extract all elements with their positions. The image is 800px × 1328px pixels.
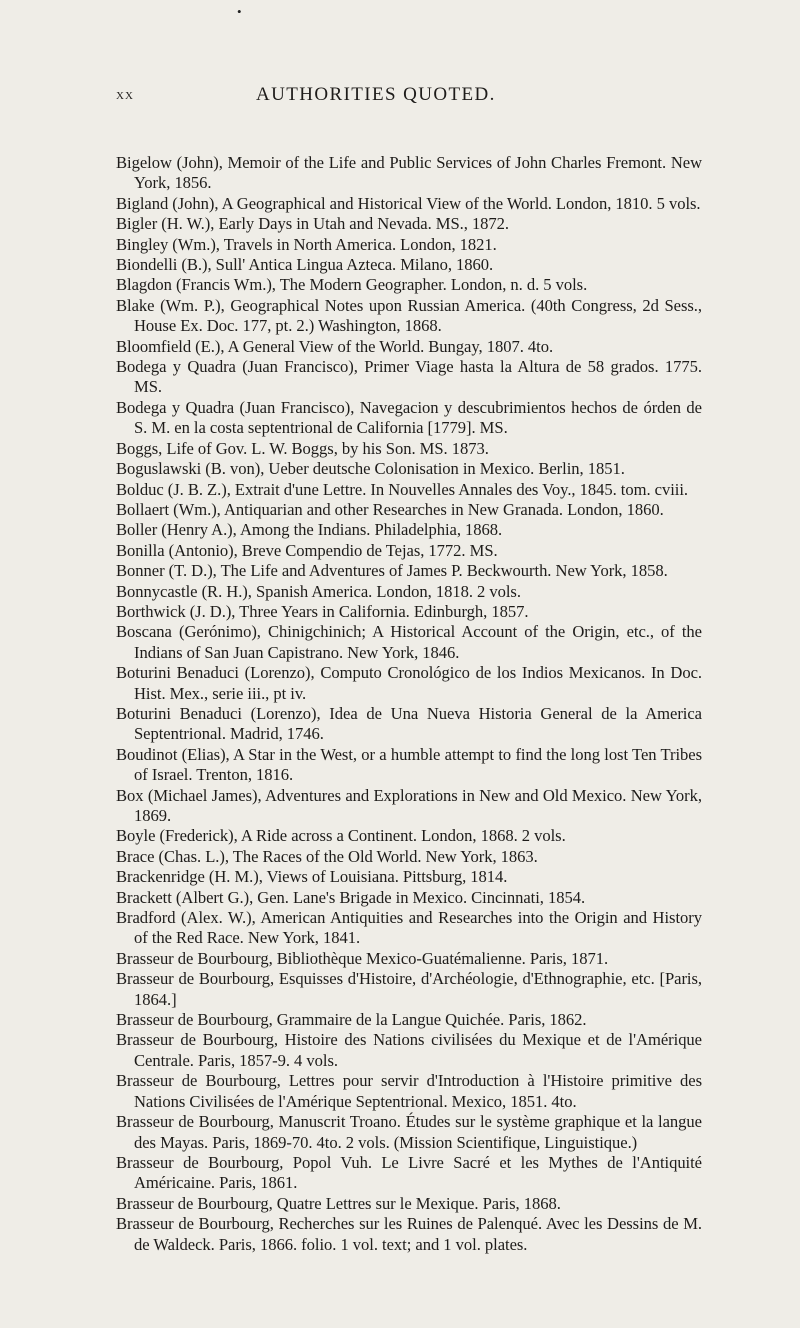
bibliography-entry: Brasseur de Bourbourg, Manuscrit Troano. Études sur le système graphique et la langue des Mayas. Paris, 1869-70. 4to. 2 vols. (Mission Scientifique, Linguistique.)	[116, 1112, 702, 1152]
bibliography-entry: Boller (Henry A.), Among the Indians. Philadelphia, 1868.	[116, 520, 503, 540]
bibliography-list	[116, 153, 702, 1255]
bibliography-entry: Bonilla (Antonio), Breve Compendio de Tejas, 1772. MS.	[116, 540, 498, 560]
bibliography-entry: Brace (Chas. L.), The Races of the Old World. New York, 1863.	[116, 846, 538, 866]
bibliography-entry: Boggs, Life of Gov. L. W. Boggs, by his Son. MS. 1873.	[116, 438, 489, 458]
bibliography-entry: Brasseur de Bourbourg, Popol Vuh. Le Livre Sacré et les Mythes de l'Antiquité Américaine. Paris, 1861.	[116, 1152, 702, 1193]
bibliography-entry: Boturini Benaduci (Lorenzo), Idea de Una Nueva Historia General de la America Septentrional. Madrid, 1746.	[116, 703, 702, 744]
bibliography-entry: Bodega y Quadra (Juan Francisco), Navegacion y descubrimientos hechos de órden de S. M. en la costa septentrional de California [1779]. MS.	[116, 397, 702, 438]
bibliography-entry: Brasseur de Bourbourg, Quatre Lettres sur le Mexique. Paris, 1868.	[116, 1193, 561, 1213]
bibliography-entry: Bigland (John), A Geographical and Historical View of the World. London, 1810. 5 vols.	[116, 193, 701, 213]
bibliography-entry: Bodega y Quadra (Juan Francisco), Primer Viage hasta la Altura de 58 grados. 1775. MS.	[116, 357, 702, 397]
bibliography-entry: Bonner (T. D.), The Life and Adventures of James P. Beckwourth. New York, 1858.	[116, 561, 668, 581]
bibliography-entry: Brasseur de Bourbourg, Lettres pour servir d'Introduction à l'Histoire primitive des Nations Civilisées de l'Amérique Septentrional. Mexico, 1851. 4to.	[116, 1071, 702, 1111]
bibliography-entry: Brackett (Albert G.), Gen. Lane's Brigade in Mexico. Cincinnati, 1854.	[116, 887, 586, 907]
bibliography-entry: Blagdon (Francis Wm.), The Modern Geographer. London, n. d. 5 vols.	[116, 275, 588, 295]
bibliography-entry: Brasseur de Bourbourg, Bibliothèque Mexico-Guatémalienne. Paris, 1871.	[116, 948, 609, 968]
bibliography-entry: Boguslawski (B. von), Ueber deutsche Colonisation in Mexico. Berlin, 1851.	[116, 459, 625, 479]
bibliography-entry: Bollaert (Wm.), Antiquarian and other Researches in New Granada. London, 1860.	[116, 499, 664, 519]
bibliography-entry: Bonnycastle (R. H.), Spanish America. London, 1818. 2 vols.	[116, 581, 521, 601]
bibliography-entry: Bigler (H. W.), Early Days in Utah and Nevada. MS., 1872.	[116, 214, 510, 234]
bibliography-entry: Brasseur de Bourbourg, Grammaire de la Langue Quichée. Paris, 1862.	[116, 1010, 587, 1030]
bibliography-entry: Brasseur de Bourbourg, Histoire des Nations civilisées du Mexique et de l'Amérique Centrale. Paris, 1857-9. 4 vols.	[116, 1030, 702, 1070]
bibliography-entry: Boudinot (Elias), A Star in the West, or a humble attempt to find the long lost Ten Tribes of Israel. Trenton, 1816.	[116, 744, 702, 785]
page-header	[116, 86, 688, 112]
bibliography-entry: Bolduc (J. B. Z.), Extrait d'une Lettre. In Nouvelles Annales des Voy., 1845. tom. cviii.	[116, 479, 689, 499]
bibliography-entry: Boturini Benaduci (Lorenzo), Computo Cronológico de los Indios Mexicanos. In Doc. Hist. Mex., serie iii., pt iv.	[116, 663, 702, 703]
bibliography-entry: Bloomfield (E.), A General View of the World. Bungay, 1807. 4to.	[116, 336, 554, 356]
bibliography-entry: Brasseur de Bourbourg, Esquisses d'Histoire, d'Archéologie, d'Ethnographie, etc. [Paris, 1864.]	[116, 969, 702, 1009]
bibliography-entry: Blake (Wm. P.), Geographical Notes upon Russian America. (40th Congress, 2d Sess., House Ex. Doc. 177, pt. 2.) Washington, 1868.	[116, 295, 702, 336]
bibliography-entry: Boscana (Gerónimo), Chinigchinich; A Historical Account of the Origin, etc., of the Indians of San Juan Capistrano. New York, 1846.	[116, 622, 702, 662]
running-title: AUTHORITIES QUOTED.	[256, 84, 496, 105]
bibliography-entry: Brackenridge (H. M.), Views of Louisiana. Pittsburg, 1814.	[116, 867, 508, 887]
bibliography-entry: Biondelli (B.), Sull' Antica Lingua Azteca. Milano, 1860.	[116, 255, 494, 275]
bibliography-entry: Boyle (Frederick), A Ride across a Continent. London, 1868. 2 vols.	[116, 826, 566, 846]
bibliography-entry: Bradford (Alex. W.), American Antiquities and Researches into the Origin and History of the Red Race. New York, 1841.	[116, 908, 702, 948]
bibliography-entry: Brasseur de Bourbourg, Recherches sur les Ruines de Palenqué. Avec les Dessins de M. de Waldeck. Paris, 1866. folio. 1 vol. text; and 1 vol. plates.	[116, 1214, 702, 1254]
bibliography-entry: Bigelow (John), Memoir of the Life and Public Services of John Charles Fremont. New York, 1856.	[116, 153, 702, 193]
bibliography-entry: Borthwick (J. D.), Three Years in California. Edinburgh, 1857.	[116, 601, 529, 621]
margin-mark: •	[237, 4, 242, 19]
page-number: xx	[116, 86, 134, 103]
bibliography-entry: Bingley (Wm.), Travels in North America. London, 1821.	[116, 234, 497, 254]
bibliography-entry: Box (Michael James), Adventures and Explorations in New and Old Mexico. New York, 1869.	[116, 785, 702, 825]
